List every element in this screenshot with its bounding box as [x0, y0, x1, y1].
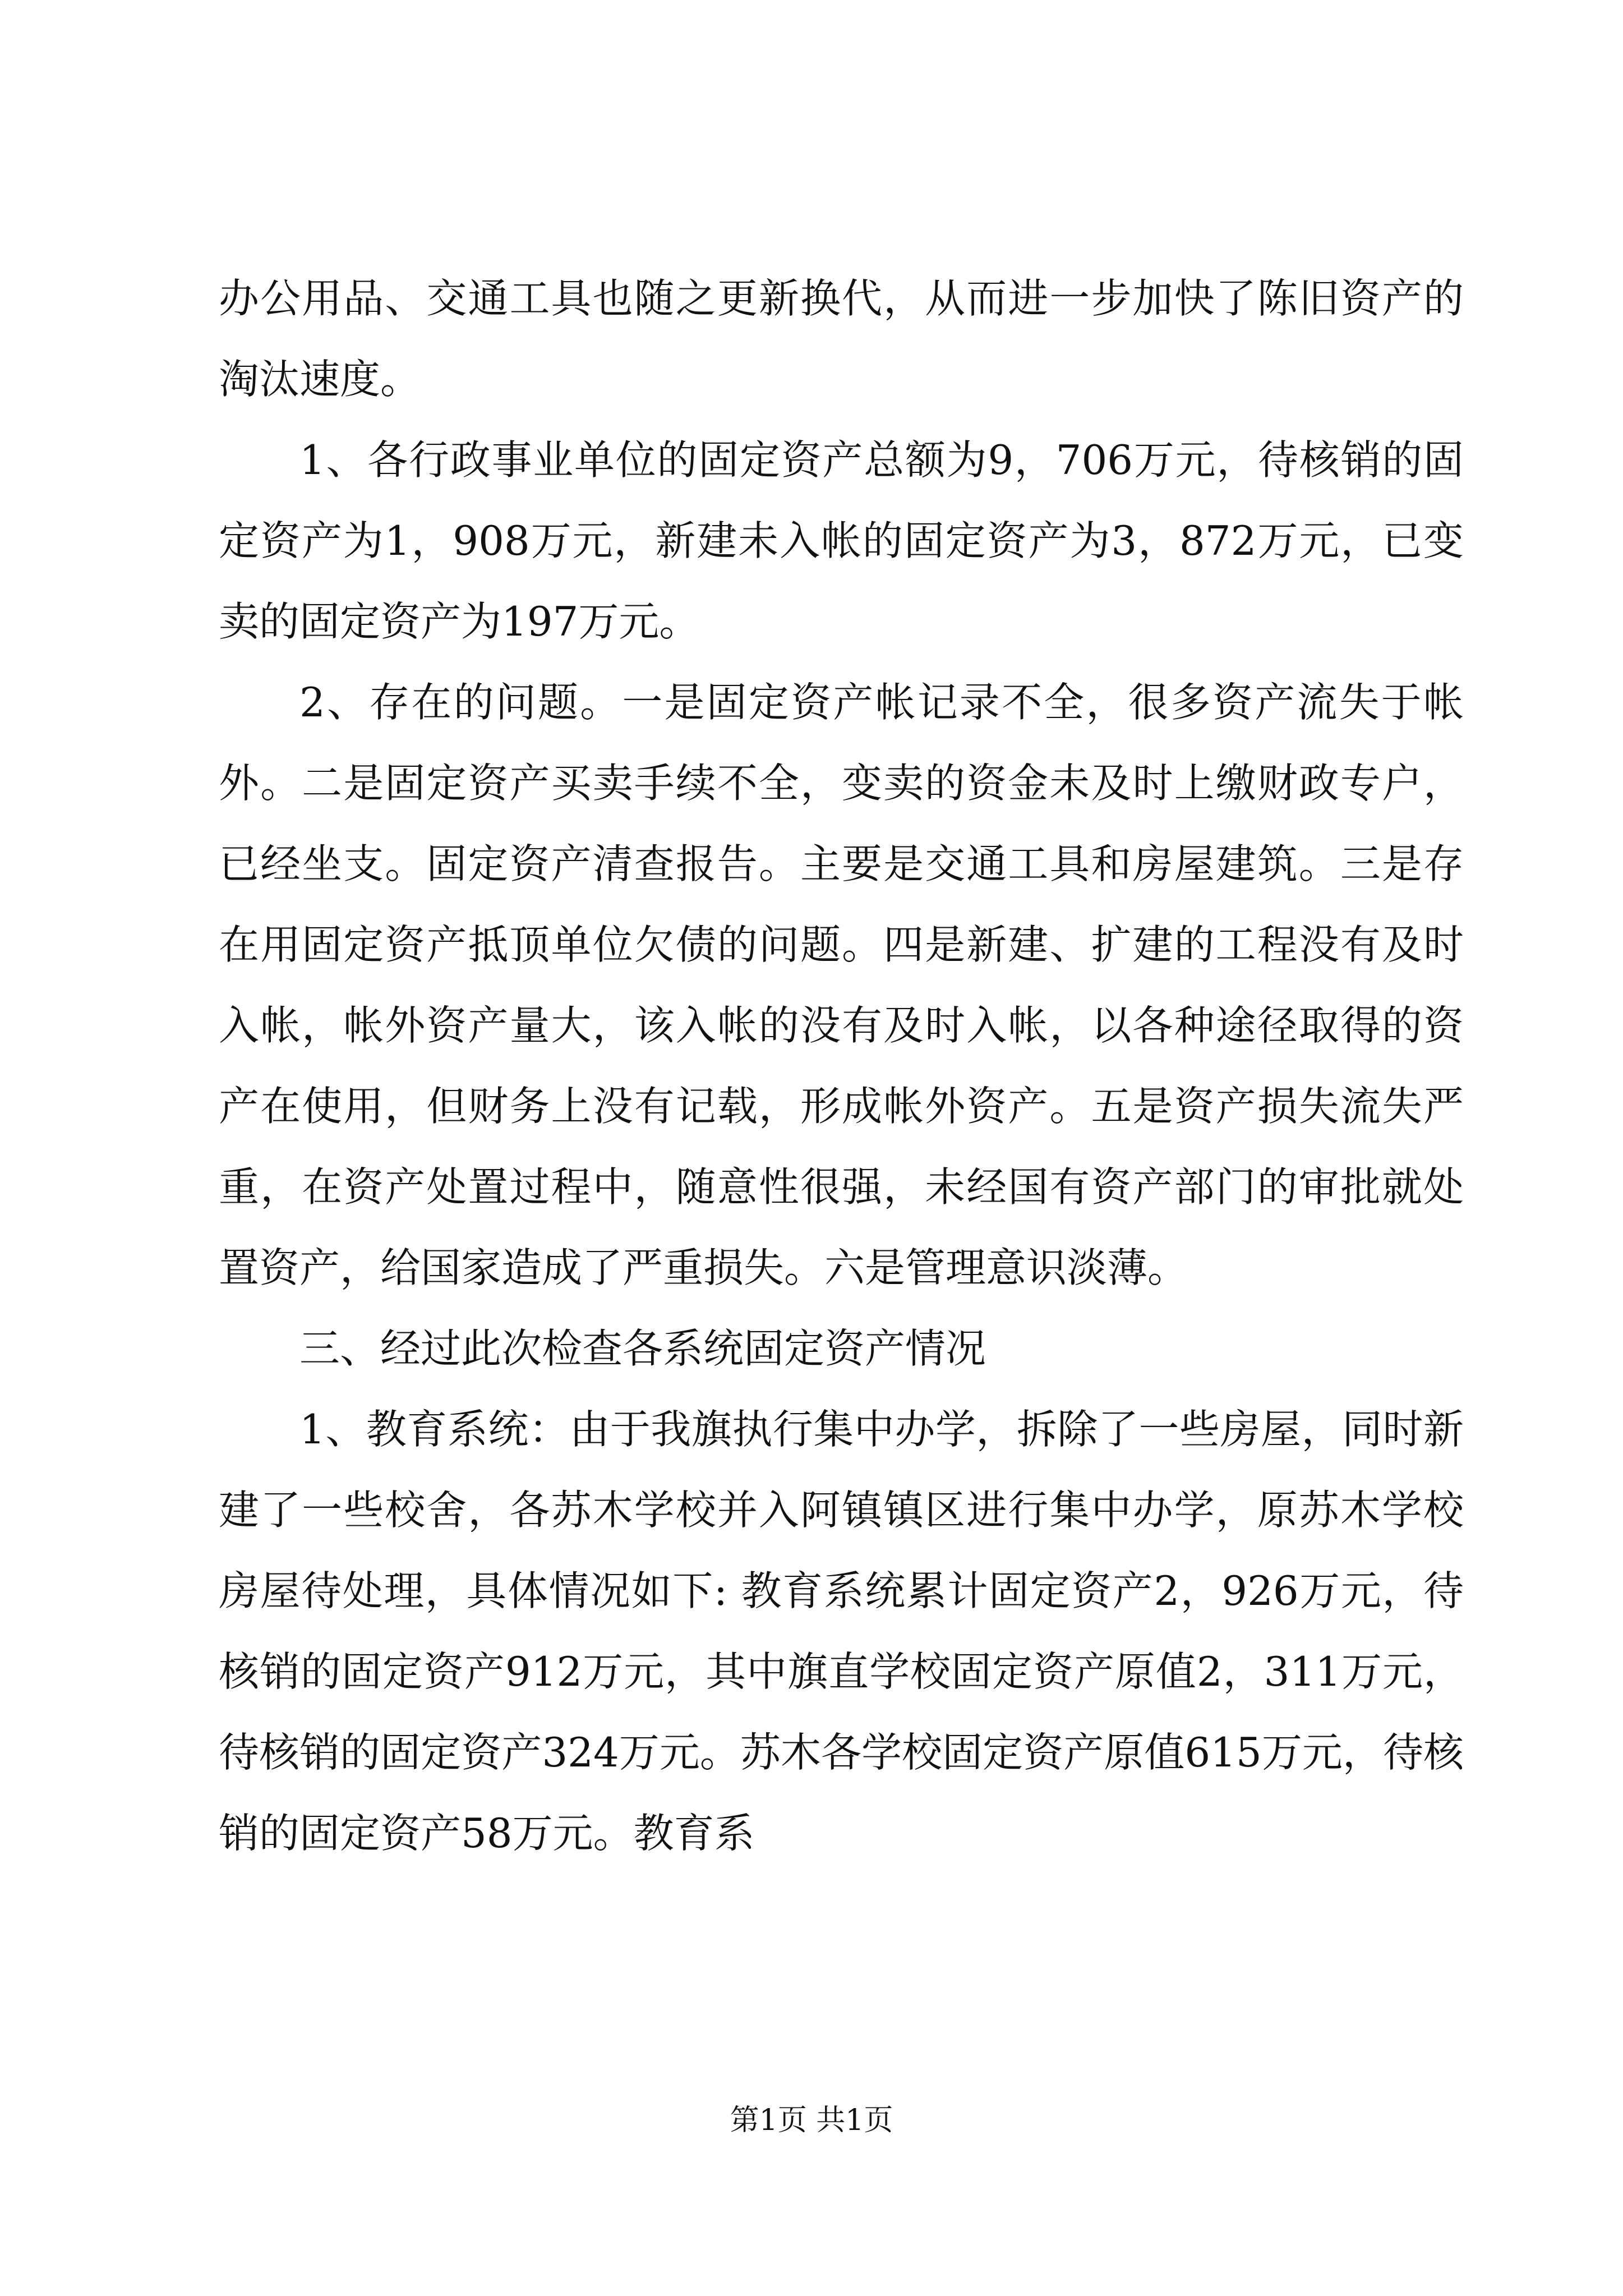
paragraph-asset-totals: 1、各行政事业单位的固定资产总额为9，706万元，待核销的固定资产为1，908万元，新建未入帐的固定资产为3，872万元，已变卖的固定资产为197万元。 — [219, 436, 1464, 645]
section-heading-system-inspection: 三、经过此次检查各系统固定资产情况 — [299, 1325, 986, 1372]
paragraph-education-system: 1、教育系统：由于我旗执行集中办学，拆除了一些房屋，同时新建了一些校舍，各苏木学校并入阿镇镇区进行集中办学，原苏木学校房屋待处理，具体情况如下: 教育系统累计固定资产2，926万元，待核销的固定资产912万元，其中旗直学校固定资产原值2，311万元，待核销的固定资产324万元。苏木各学校固定资产原值615万元，待核销的固定资产58万元。教育系 — [219, 1406, 1464, 1857]
paragraph-existing-problems: 2、存在的问题。一是固定资产帐记录不全，很多资产流失于帐外。二是固定资产买卖手续不全，变卖的资金未及时上缴财政专户，已经坐支。固定资产清查报告。主要是交通工具和房屋建筑。三是存在用固定资产抵顶单位欠债的问题。四是新建、扩建的工程没有及时入帐，帐外资产量大，该入帐的没有及时入帐，以各种途径取得的资产在使用，但财务上没有记载，形成帐外资产。五是资产损失流失严重，在资产处置过程中，随意性很强，未经国有资产部门的审批就处置资产，给国家造成了严重损失。六是管理意识淡薄。 — [219, 679, 1464, 1291]
paragraph-continuation: 办公用品、交通工具也随之更新换代，从而进一步加快了陈旧资产的淘汰速度。 — [219, 275, 1464, 403]
page-footer: 第1页 共1页 — [730, 2104, 893, 2137]
document-body — [219, 258, 1464, 1874]
